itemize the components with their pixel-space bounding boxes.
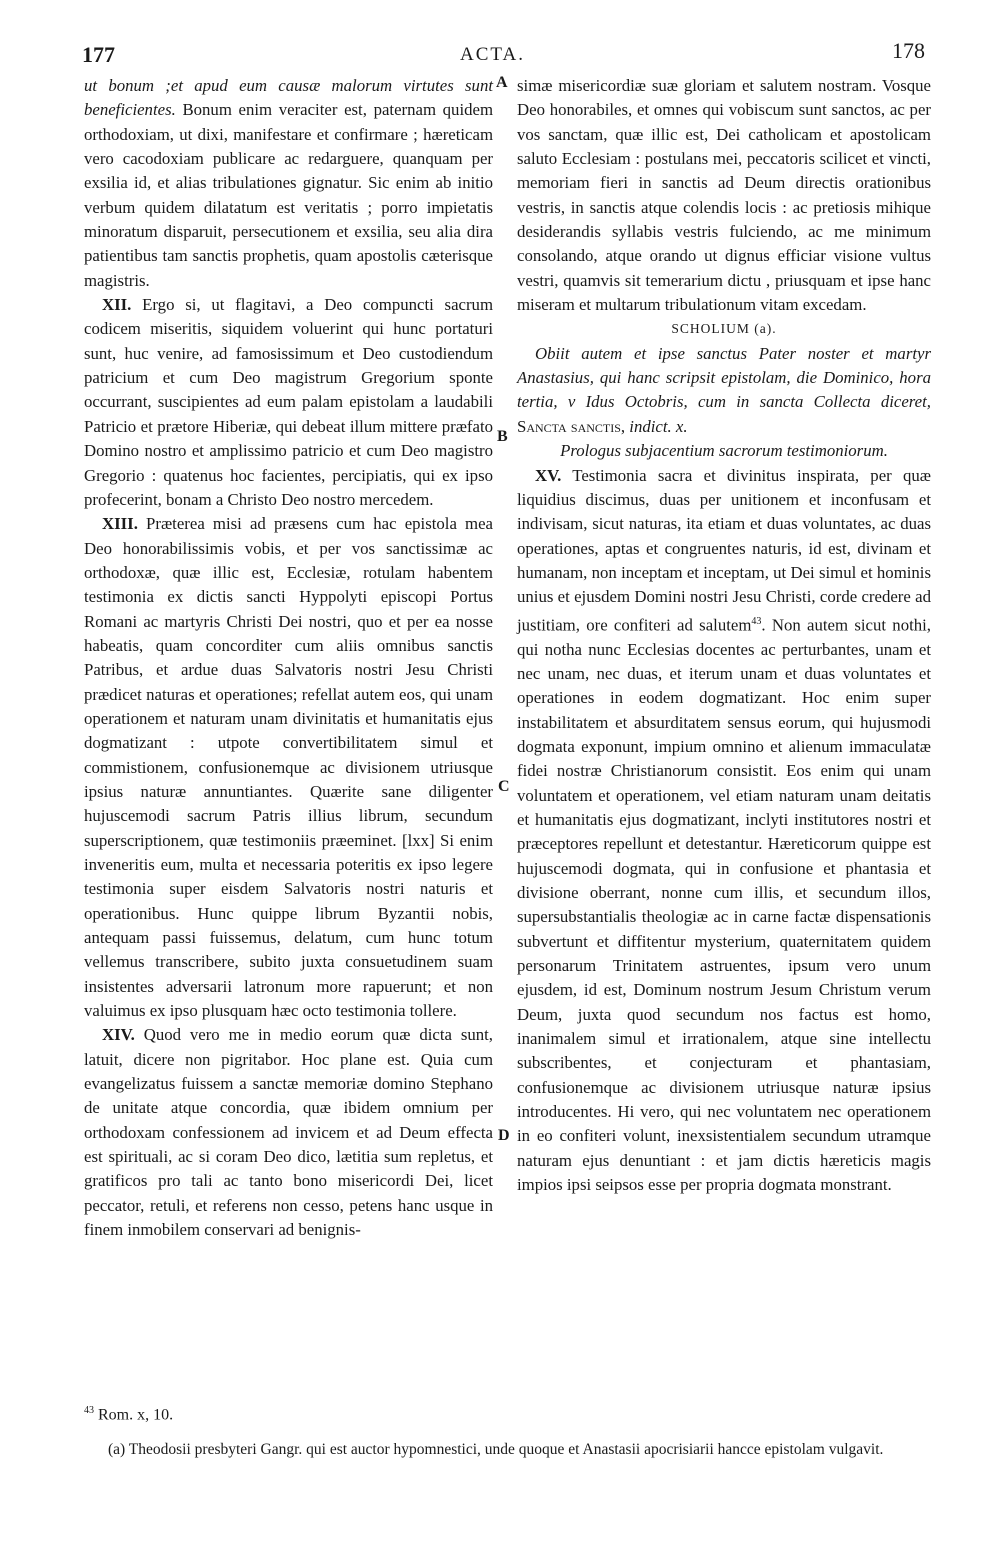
paragraph-text-xiv: Quod vero me in medio eorum quæ dicta sunt, latuit, dicere non pigritabor. Hoc plane est. Quia cum evangelizatus fuissem a sanctæ memoriæ domino Stephano de unitate atque concordia, quæ ibidem omnium per orthodoxam confessionem ad invicem et ad Deum effecta est spirituali, ac si coram Deo dico, lætitia sum repletus, et gratificos pro tali ac tanto bono misericordi Dei, licet peccator, retuli, et referens non cesso, petens hanc usque in finem inmobilem conservari ad benignis- <box>84 1025 493 1240</box>
footnote-marker: 43 <box>751 615 762 627</box>
paragraph-text-xiii: Præterea misi ad præsens cum hac epistola mea Deo honorabilissimis vobis, et per vos sanctissimæ ac orthodoxæ, quæ illic est, Ecclesiæ, rotulam habentem testimonia ex dictis sancti Hyppolyti episcopi Portus Romani ac martyris Christi Dei nostri, quo et per ea nosse habeatis, quam concorditer cum aliis omnibus sanctis Patribus, et ardue duas Salvatoris nostri Jesu Christi prædicet naturas et operationes; refellat autem eos, qui unam operationem et naturam unam divinitatis et humanitatis ejus dogmatizant : utpote convertibilitatem simul et commistionem, confusionemque ac divisionem utriusque ipsius naturæ annuntiantes. Quærite sane diligenter hujuscemodi sacrum Patris illius librum, secundum superscriptionem, quæ testimoniis præeminet. [lxx] Si enim inveneritis eum, multa et necessaria poteritis ex ipso legere testimonia super eisdem Salvatoris nostri naturis et operationibus. Hunc quippe librum Byzantii nobis, antequam passi fuissemus, delatum, cum hunc totum vellemus transcribere, subito juxta consuetudinem suam insistentes adversarii latronum more rapuerunt; et non valuimus ex ipso plusquam hæc octo testimonia tollere. <box>84 514 493 1021</box>
prologus-heading: Prologus subjacentium sacrorum testimoniorum. <box>560 441 888 461</box>
paragraph-text-xii: Ergo si, ut flagitavi, a Deo compuncti sacrum codicem miseritis, siquidem voluerint qui hunc portaturi sunt, huc venire, ad famosissimum et Deo custodiendum patricium et cum Deo magistrum Gregorium sponte occurrant, suscipientes ad eum palam epistolam a laudabili Patricio et prætore Hiberiæ, qui debeat illum mittere præfato Domino nostro et amplissimo patricio et cum Deo magistro Gregorio : quatenus hoc facientes, percipiatis, qui ex ipso profecerint, bonam a Christo Deo nostro mercedem. <box>84 295 493 509</box>
paragraph-xii <box>84 293 493 512</box>
footnote-ref-text: Rom. x, 10. <box>94 1406 174 1424</box>
right-column <box>517 74 931 1197</box>
paragraph-xv <box>517 464 931 1198</box>
scholium-text: Obiit autem et ipse sanctus Pater noster et martyr Anastasius, qui hanc scripsit epistolam, die Dominico, hora tertia, v Idus Octobris, cum in sancta Collecta diceret, <box>517 343 931 412</box>
scholium-smallcaps: Sancta sanctis, <box>517 416 626 436</box>
editorial-note: (a) Theodosii presbyteri Gangr. qui est auctor hypomnestici, unde quoque et Anastasii apocrisiarii hancce epistolam vulgavit. <box>108 1441 884 1458</box>
intro-italic-text: ut bonum ;et apud eum causæ malorum virtutes sunt beneficientes. <box>84 76 493 120</box>
margin-marker-c: C <box>498 778 510 795</box>
scholium-paragraph <box>517 342 931 439</box>
margin-marker-b: B <box>497 428 508 445</box>
paragraph-text-xv: Testimonia sacra et divinitus inspirata, per quæ liquidius discimus, duas per unitionem et inconfusam et indivisam, sicut naturas, ita etiam et duas voluntates, ac duas operationes, aptas et congruentes naturis, id est, divinam et humanam, non inceptam et inceptam, ut Dei simul et hominis unius et ejusdem Domini nostri Jesu Christi, corde credere ad justitiam, ore confiteri ad salutem <box>517 465 931 635</box>
paragraph-xiv <box>84 1023 493 1242</box>
margin-marker-d: D <box>498 1127 510 1144</box>
paragraph-continued: simæ misericordiæ suæ gloriam et salutem nostram. Vosque Deo honorabiles, et omnes qui vobiscum sunt sanctos, ac per vos sanctam, quæ illic est, Dei catholicam et apostolicam saluto Ecclesiam : postulans mei, peccatoris scilicet et vincti, memoriam fieri in sanctis ad Deum directis orationibus vestris, in sanctis atque colendis locis : ac pretiosis mihique desiderandis syllabis vestris fulciendo, ac me minimum consolando, atque orando ut dignus efficiar visione vultus vestri, quamvis sit temerarium dictu , priusquam et ipse hanc miseram et multarum tribulationum vitam excedam. <box>517 76 931 315</box>
paragraph-number-xv: XV. <box>535 465 562 485</box>
page-number-left: 177 <box>82 42 115 67</box>
paragraph-xiii <box>84 512 493 1023</box>
footnote-ref-mark: 43 <box>84 1405 94 1416</box>
margin-marker-a: A <box>496 74 508 91</box>
page-number-right: 178 <box>892 38 925 63</box>
paragraph-number-xiv: XIV. <box>102 1025 135 1045</box>
running-title: ACTA. <box>460 44 525 65</box>
scholium-end: indict. x. <box>625 416 688 436</box>
paragraph-text-xv-cont: . Non autem sicut nothi, qui notha nunc Ecclesias docentes ac perturbantes, unam et nec unam, nec duas, et iterum unam et duas voluntates et operationes in eodem dogmatizant. Hoc enim super instabilitatem et absurditatem sensus eorum, qui hujusmodi dogmata exponunt, impium omnino et alienum immaculatæ fidei nostræ Christianorum consistit. Eos enim qui unam voluntatem et operationem, vel etiam naturam unam deitatis et humanitatis ejus dogmatizant, inclyti institutores nostri et præceptores repellunt et detestantur. Hæreticorum quippe est hujuscemodi dogmata, qui in confusione et phantasia et divisione oberrant, nonne cum illis, et secundum illos, supersubstantialis theologiæ ac in carne factæ dispensationis subvertunt et diffitentur mysterium, quaternitatem quidem personarum Trinitatem astruentes, ipsum vero unum ejusdem, id est, Dominum nostrum Jesum Christum verum Deum, juxta quod secundum nos factus est homo, inanimalem simul et irrationalem, atque sine intellectu subscribentes, et conjecturam et phantasiam, confusionemque ac divisionem utriusque naturæ ipsius introducentes. Hi vero, qui nec voluntatem nec operationem in eo confiteri volunt, inexsistentialem secundum utramque naturam ejus denuntiant : et jam dictis hæreticis magis impios ipsi seipsos esse per propria dogmata monstrant. <box>517 615 931 1195</box>
intro-text: Bonum enim veraciter est, paternam quidem orthodoxiam, ut dixi, manifestare et confirmare ; hæreticam vero cacodoxiam publicare ac redarguere, quanquam per exsilia id, et alias tribulationes gignatur. Sic enim ab initio verbum quidem dilatatum est veritatis ; porro impietatis minoratum disparuit, persecutionem et exsilia, seu alia dira patientibus tam sanctis prophetis, quam apostolis cæterisque magistris. <box>84 100 493 290</box>
paragraph-number-xii: XII. <box>102 295 132 315</box>
paragraph-number-xiii: XIII. <box>102 514 138 534</box>
paragraph-intro <box>84 74 493 293</box>
left-column <box>84 74 493 1243</box>
footnote-reference <box>84 1405 173 1424</box>
scholium-heading: SCHOLIUM (a). <box>671 321 777 337</box>
